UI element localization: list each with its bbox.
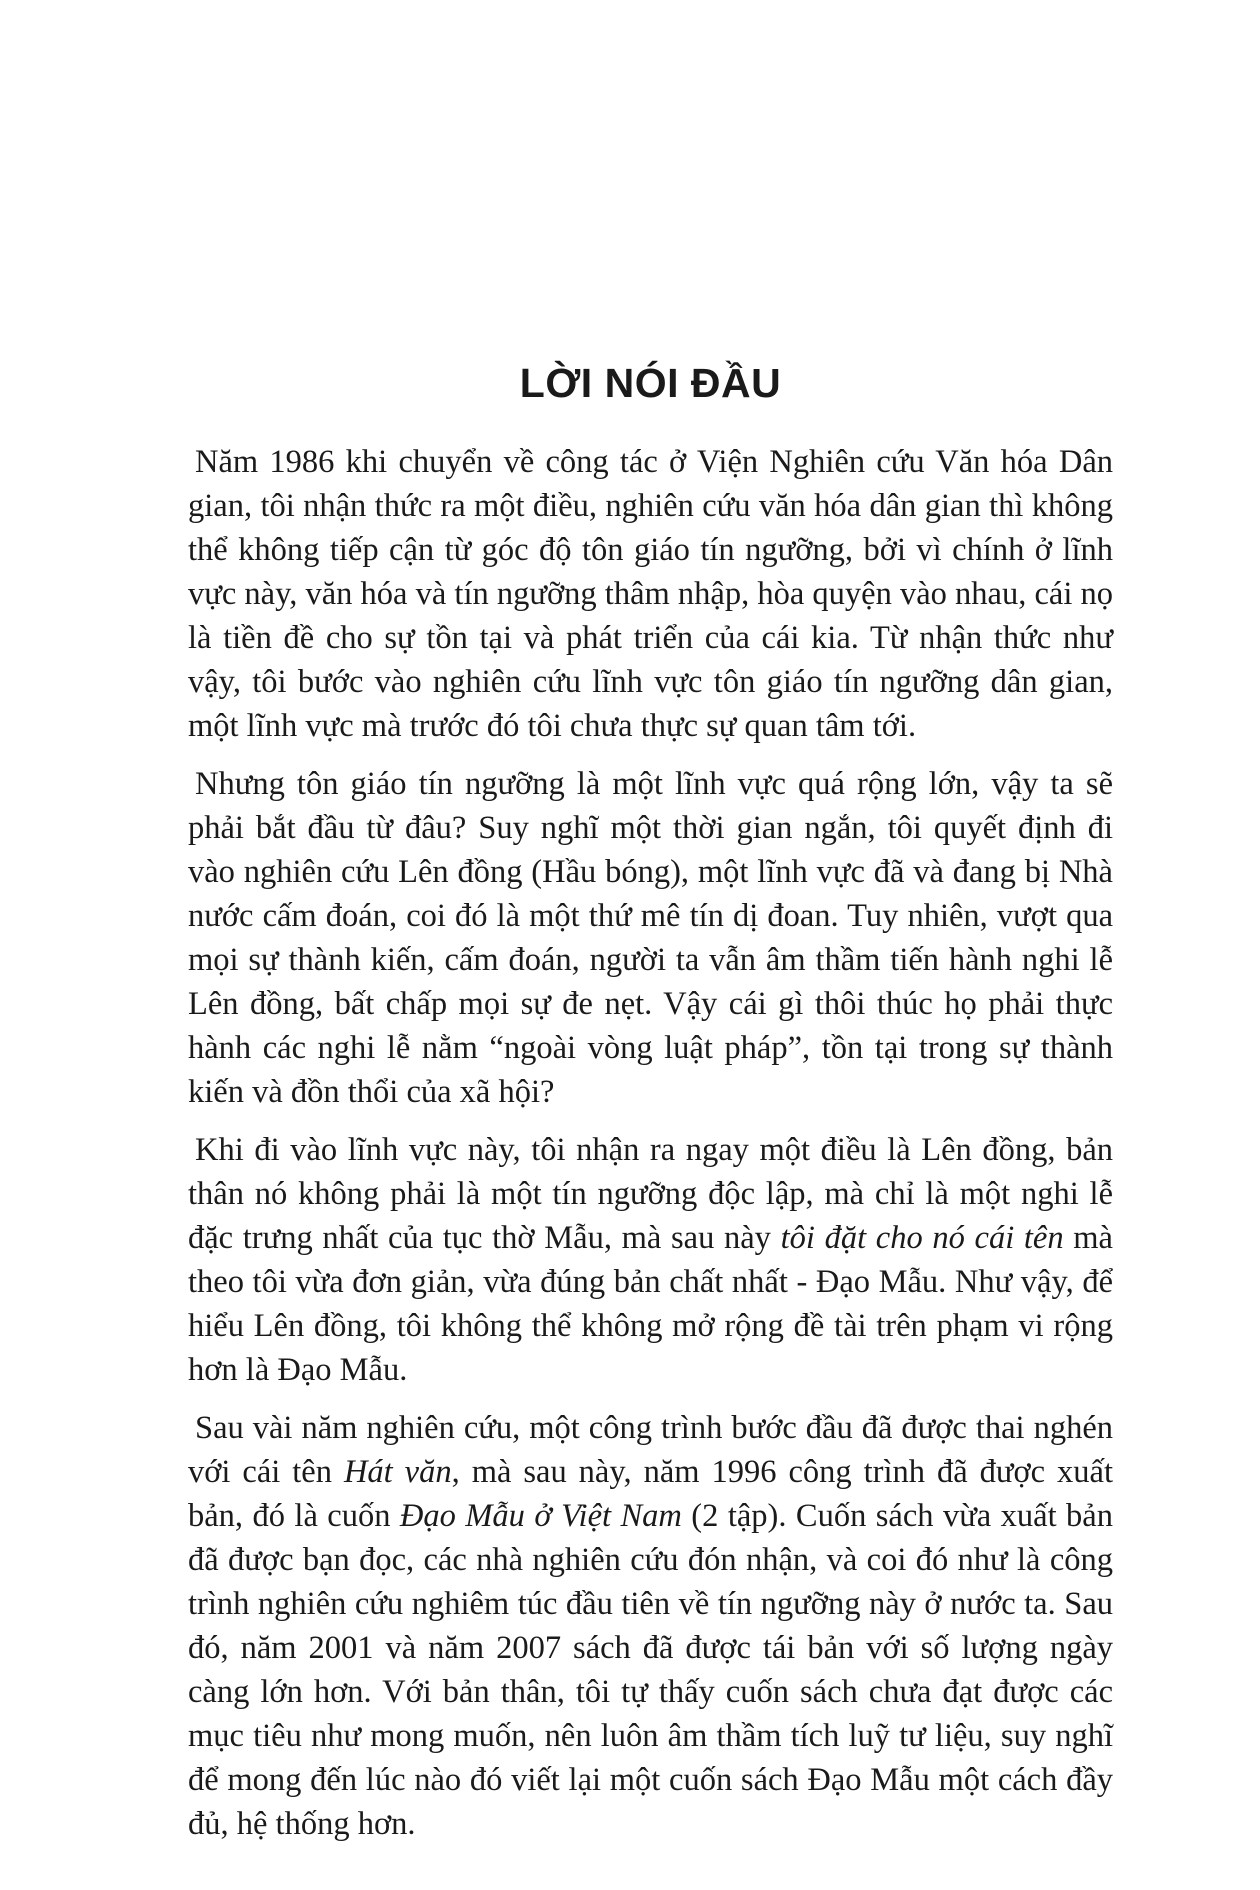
page-title: LỜI NÓI ĐẦU [519,360,782,406]
preface-body [188,440,1113,1860]
paragraph-4-text: Sau vài năm nghiên cứu, một công trình bước đầu đã được thai nghén với cái tên [188,1410,1113,1490]
paragraph-4 [188,1406,1113,1846]
book-title-hat-van: Hát văn [343,1454,452,1490]
paragraph-1-text: Năm 1986 khi chuyển về công tác ở Viện Nghiên cứu Văn hóa Dân gian, tôi nhận thức ra một điều, nghiên cứu văn hóa dân gian thì không thể không tiếp cận từ góc độ tôn giáo tín ngưỡng, bởi vì chính ở lĩnh vực này, văn hóa và tín ngưỡng thâm nhập, hòa quyện vào nhau, cái nọ là tiền đề cho sự tồn tại và phát triển của cái kia. Từ nhận thức như vậy, tôi bước vào nghiên cứu lĩnh vực tôn giáo tín ngưỡng dân gian, một lĩnh vực mà trước đó tôi chưa thực sự quan tâm tới. [188,444,1113,744]
paragraph-2 [188,762,1113,1114]
paragraph-3-text: mà theo tôi vừa đơn giản, vừa đúng bản chất nhất - Đạo Mẫu. Như vậy, để hiểu Lên đồng, tôi không thể không mở rộng đề tài trên phạm vi rộng hơn là Đạo Mẫu. [188,1220,1113,1388]
paragraph-3 [188,1128,1113,1392]
paragraph-1 [188,440,1113,748]
book-title-dao-mau: Đạo Mẫu ở Việt Nam [399,1498,682,1534]
paragraph-4-text: (2 tập). Cuốn sách vừa xuất bản đã được bạn đọc, các nhà nghiên cứu đón nhận, và coi đó như là công trình nghiên cứu nghiêm túc đầu tiên về tín ngưỡng này ở nước ta. Sau đó, năm 2001 và năm 2007 sách đã được tái bản với số lượng ngày càng lớn hơn. Với bản thân, tôi tự thấy cuốn sách chưa đạt được các mục tiêu như mong muốn, nên luôn âm thầm tích luỹ tư liệu, suy nghĩ để mong đến lúc nào đó viết lại một cuốn sách Đạo Mẫu một cách đầy đủ, hệ thống hơn. [188,1498,1113,1842]
paragraph-3-text: Khi đi vào lĩnh vực này, tôi nhận ra ngay một điều là Lên đồng, bản thân nó không phải là một tín ngưỡng độc lập, mà chỉ là một nghi lễ đặc trưng nhất của tục thờ Mẫu, mà sau này [188,1132,1113,1256]
book-page [188,0,1113,1890]
paragraph-4-text: , mà sau này, năm 1996 công trình đã được xuất bản, đó là cuốn [188,1454,1113,1534]
paragraph-3-italic: tôi đặt cho nó cái tên [780,1220,1064,1256]
paragraph-2-text: Nhưng tôn giáo tín ngưỡng là một lĩnh vực quá rộng lớn, vậy ta sẽ phải bắt đầu từ đâu? Suy nghĩ một thời gian ngắn, tôi quyết định đi vào nghiên cứu Lên đồng (Hầu bóng), một lĩnh vực đã và đang bị Nhà nước cấm đoán, coi đó là một thứ mê tín dị đoan. Tuy nhiên, vượt qua mọi sự thành kiến, cấm đoán, người ta vẫn âm thầm tiến hành nghi lễ Lên đồng, bất chấp mọi sự đe nẹt. Vậy cái gì thôi thúc họ phải thực hành các nghi lễ nằm “ngoài vòng luật pháp”, tồn tại trong sự thành kiến và đồn thổi của xã hội? [188,766,1113,1110]
